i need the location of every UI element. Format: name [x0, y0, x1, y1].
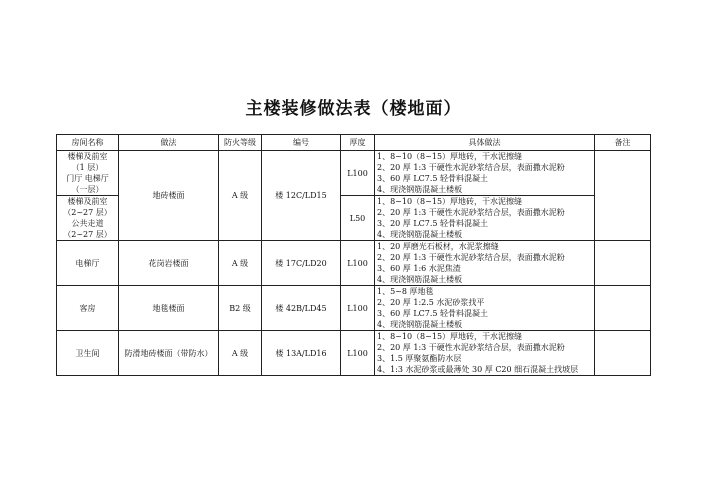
thickness-cell: L100	[341, 331, 375, 376]
remark-cell	[595, 241, 651, 286]
room-cell	[57, 196, 119, 241]
header-room: 房间名称	[57, 135, 119, 151]
room-name: （一层）	[71, 185, 104, 194]
thickness-cell: L50	[341, 196, 375, 241]
detail-line: 3、60 厚 LC7.5 轻骨料混凝土	[377, 309, 489, 318]
room-cell: 卫生间	[57, 331, 119, 376]
detail-line: 3、1.5 厚聚氨酯防水层	[377, 354, 462, 363]
room-cell: 客房	[57, 286, 119, 331]
room-name: （1 层）	[71, 163, 104, 172]
details-cell	[375, 331, 595, 376]
thickness-cell: L100	[341, 241, 375, 286]
code-cell: 楼 17C/LD20	[262, 241, 341, 286]
detail-line: 4、1:3 水泥砂浆或最薄处 30 厚 C20 细石混凝土找坡层	[377, 365, 579, 374]
header-details: 具体做法	[375, 135, 595, 151]
room-cell	[57, 151, 119, 196]
code-cell: 楼 12C/LD15	[262, 151, 341, 241]
fire-rating-cell: B2 级	[219, 286, 262, 331]
room-name: （2~27 层）	[63, 230, 112, 239]
remark-cell	[595, 331, 651, 376]
thickness-cell: L100	[341, 286, 375, 331]
page-title: 主楼装修做法表（楼地面）	[245, 99, 462, 119]
header-method: 做法	[119, 135, 219, 151]
detail-line: 3、20 厚 LC7.5 轻骨料混凝土	[377, 219, 489, 228]
room-name: （2~27 层）	[63, 208, 112, 217]
details-cell	[375, 196, 595, 241]
detail-line: 2、20 厚 1:3 干硬性水泥砂浆结合层，表面撒水泥粉	[377, 208, 565, 217]
detail-line: 1、5~8 厚地毯	[377, 287, 434, 296]
method-cell: 花岗岩楼面	[119, 241, 219, 286]
detail-line: 2、20 厚 1:2.5 水泥砂浆找平	[377, 298, 485, 307]
fire-rating-cell: A 级	[219, 151, 262, 241]
detail-line: 2、20 厚 1:3 干硬性水泥砂浆结合层，表面撒水泥粉	[377, 253, 565, 262]
table-row	[57, 241, 651, 286]
detail-line: 3、60 厚 LC7.5 轻骨料混凝土	[377, 174, 489, 183]
room-name: 楼梯及前室	[67, 197, 108, 206]
details-cell	[375, 151, 595, 196]
floor-finish-table	[56, 134, 651, 376]
detail-line: 4、现浇钢筋混凝土楼板	[377, 320, 463, 329]
fire-rating-cell: A 级	[219, 241, 262, 286]
details-cell	[375, 286, 595, 331]
header-code: 编号	[262, 135, 341, 151]
details-cell	[375, 241, 595, 286]
remark-cell	[595, 151, 651, 241]
detail-line: 1、8~10（8~15）厚地砖，干水泥擦缝	[377, 197, 523, 206]
method-cell: 地砖楼面	[119, 151, 219, 241]
room-cell: 电梯厅	[57, 241, 119, 286]
header-fire-rating: 防火等级	[219, 135, 262, 151]
detail-line: 2、20 厚 1:3 干硬性水泥砂浆结合层，表面撒水泥粉	[377, 163, 565, 172]
fire-rating-cell: A 级	[219, 331, 262, 376]
thickness-cell: L100	[341, 151, 375, 196]
remark-cell	[595, 286, 651, 331]
table-row	[57, 331, 651, 376]
table-row	[57, 151, 651, 196]
code-cell: 楼 13A/LD16	[262, 331, 341, 376]
detail-line: 1、20 厚磨光石板材，水泥浆擦缝	[377, 242, 499, 251]
detail-line: 2、20 厚 1:3 干硬性水泥砂浆结合层，表面撒水泥粉	[377, 343, 565, 352]
method-cell: 地毯楼面	[119, 286, 219, 331]
detail-line: 3、60 厚 1:6 水泥焦渣	[377, 264, 461, 273]
detail-line: 4、现浇钢筋混凝土楼板	[377, 185, 463, 194]
table-row	[57, 286, 651, 331]
detail-line: 4、现浇钢筋混凝土楼板	[377, 275, 463, 284]
method-cell: 防滑地砖楼面（带防水）	[119, 331, 219, 376]
detail-line: 1、8~10（8~15）厚地砖，干水泥擦缝	[377, 332, 523, 341]
room-name: 楼梯及前室	[67, 152, 108, 161]
detail-line: 4、现浇钢筋混凝土楼板	[377, 230, 463, 239]
detail-line: 1、8~10（8~15）厚地砖，干水泥擦缝	[377, 152, 523, 161]
header-thickness: 厚度	[341, 135, 375, 151]
table-header-row	[57, 135, 651, 151]
header-remark: 备注	[595, 135, 651, 151]
code-cell: 楼 42B/LD45	[262, 286, 341, 331]
room-name: 公共走道	[71, 219, 104, 228]
room-name: 门厅 电梯厅	[66, 174, 109, 183]
